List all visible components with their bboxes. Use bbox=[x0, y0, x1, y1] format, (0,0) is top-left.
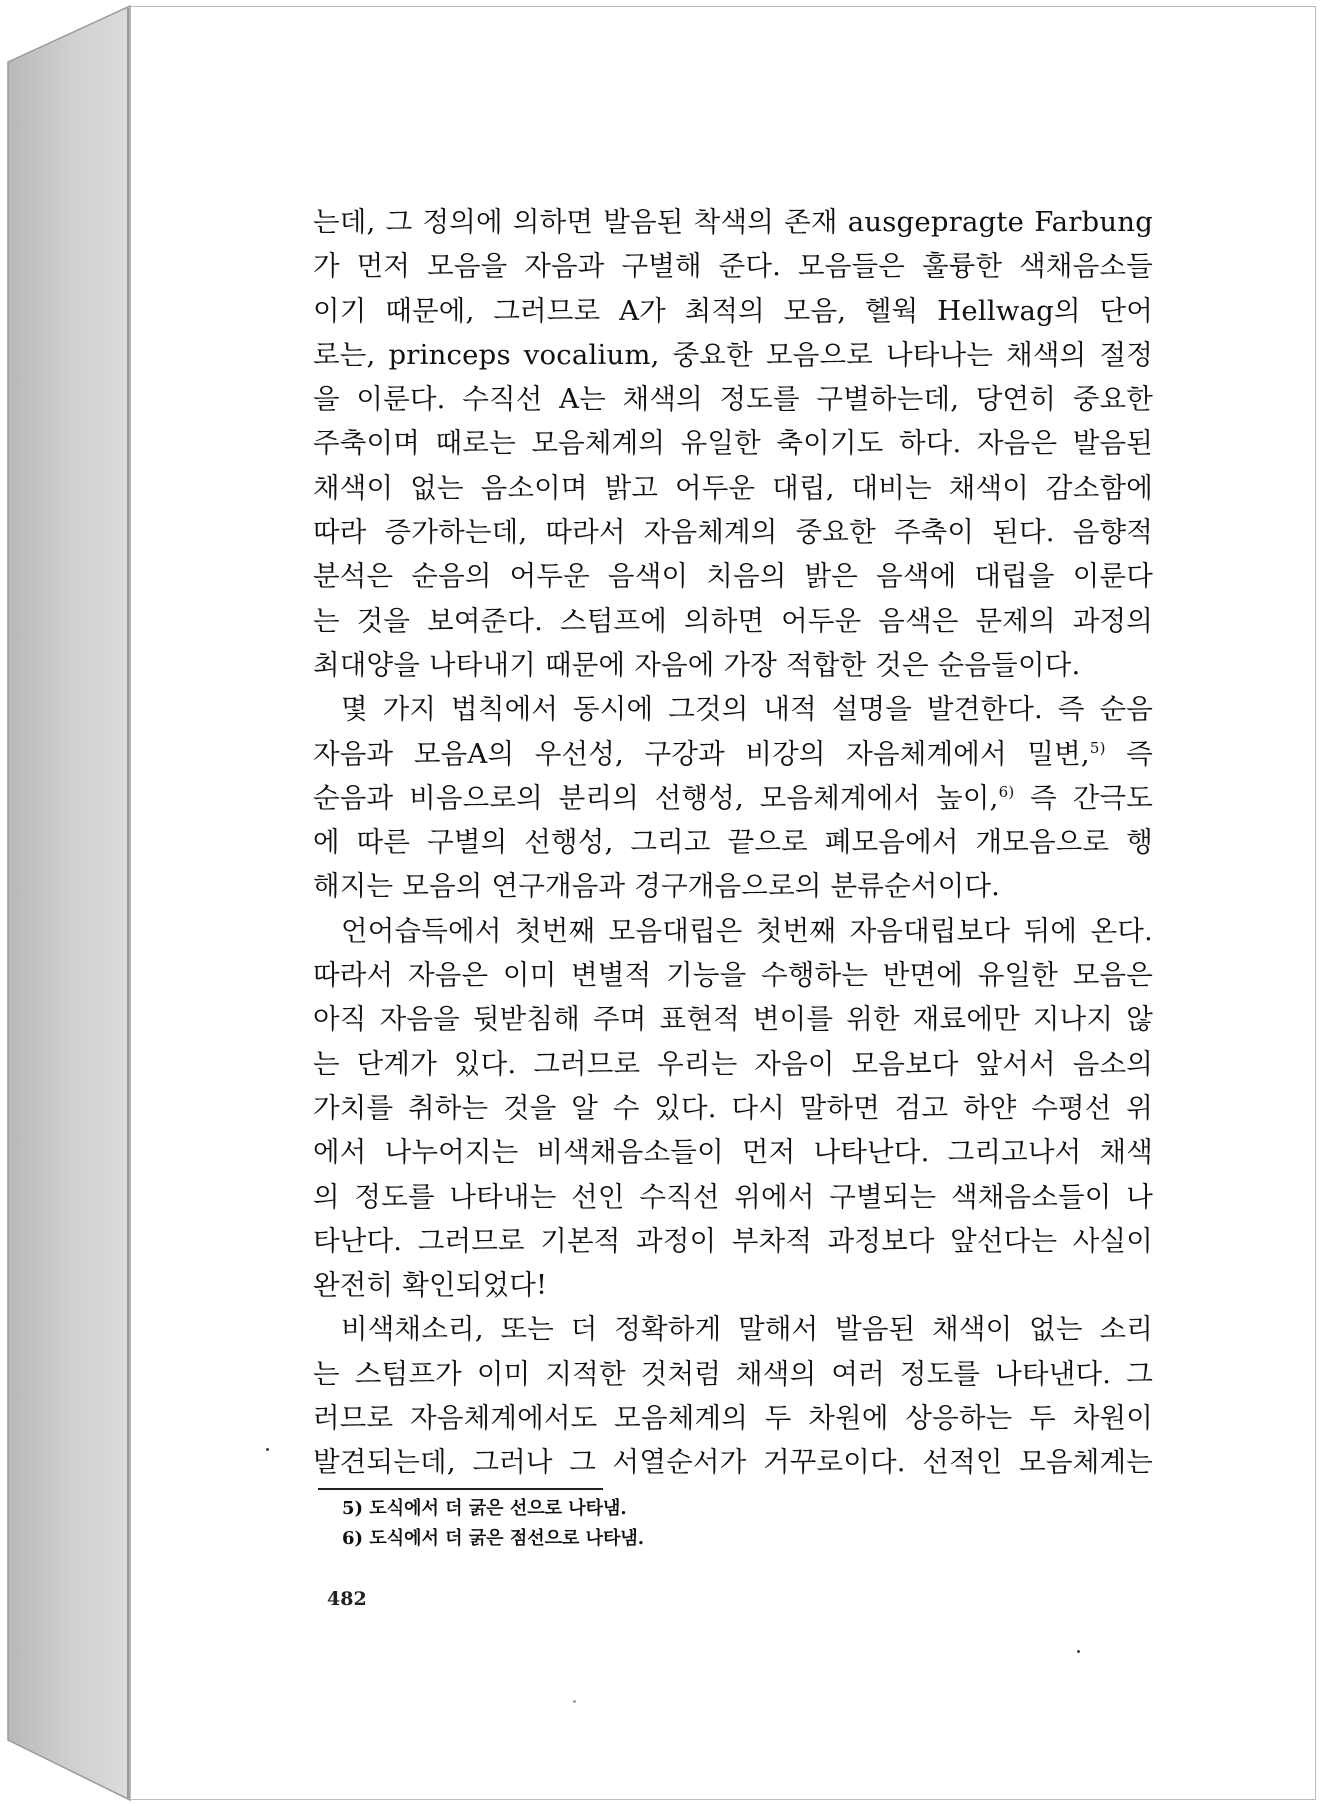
text-line: 아직 자음을 뒷받침해 주며 표현적 변이를 위한 재료에만 지나지 않 bbox=[313, 1003, 1153, 1036]
text-line: 타난다. 그러므로 기본적 과정이 부차적 과정보다 앞선다는 사실이 bbox=[313, 1224, 1153, 1257]
text-line: 는데, 그 정의에 의하면 발음된 착색의 존재 ausgepragte Farbung bbox=[313, 206, 1153, 238]
page-number: 482 bbox=[327, 1588, 367, 1610]
text-line: 로는, princeps vocalium, 중요한 모음으로 나타나는 채색의 절정 bbox=[313, 338, 1153, 371]
footnote-5: 5) 도식에서 더 굵은 선으로 나타냄. bbox=[342, 1498, 627, 1519]
text-line: 에 따른 구별의 선행성, 그리고 끝으로 폐모음에서 개모음으로 행 bbox=[313, 826, 1153, 859]
text-line: 해지는 모음의 연구개음과 경구개음으로의 분류순서이다. bbox=[313, 870, 1001, 903]
text-line: 러므로 자음체계에서도 모음체계의 두 차원에 상응하는 두 차원이 bbox=[313, 1402, 1153, 1435]
text-line: 완전히 확인되었다! bbox=[313, 1269, 548, 1302]
footnote-6: 6) 도식에서 더 굵은 점선으로 나타냄. bbox=[342, 1528, 645, 1549]
text-line-with-footnote bbox=[313, 776, 1153, 820]
footnotes bbox=[342, 1494, 644, 1554]
text-line: 채색이 없는 음소이며 밝고 어두운 대립, 대비는 채색이 감소함에 bbox=[313, 471, 1153, 504]
text-line: 따라서 자음은 이미 변별적 기능을 수행하는 반면에 유일한 모음은 bbox=[313, 959, 1153, 992]
body-text bbox=[313, 200, 1153, 1485]
scan-speck bbox=[266, 1448, 269, 1451]
text-line: 최대양을 나타내기 때문에 자음에 가장 적합한 것은 순음들이다. bbox=[313, 648, 1081, 681]
footnote-ref-6: 6) bbox=[998, 782, 1015, 801]
footnote-ref-5: 5) bbox=[1089, 738, 1106, 757]
text-line: 따라 증가하는데, 따라서 자음체계의 중요한 주축이 된다. 음향적 bbox=[313, 516, 1153, 549]
text-segment: 즉 bbox=[1105, 737, 1153, 770]
text-line: 언어습득에서 첫번째 모음대립은 첫번째 자음대립보다 뒤에 온다. bbox=[341, 914, 1153, 947]
text-segment: 자음과 모음A의 우선성, 구강과 비강의 자음체계에서 밀변, bbox=[313, 737, 1090, 770]
text-line: 의 정도를 나타내는 선인 수직선 위에서 구별되는 색채음소들이 나 bbox=[313, 1180, 1153, 1213]
text-line: 가치를 취하는 것을 알 수 있다. 다시 말하면 검고 하얀 수평선 위 bbox=[313, 1091, 1153, 1124]
text-line: 는 것을 보여준다. 스텀프에 의하면 어두운 음색은 문제의 과정의 bbox=[313, 604, 1153, 637]
text-line: 주축이며 때로는 모음체계의 유일한 축이기도 하다. 자음은 발음된 bbox=[313, 427, 1153, 460]
text-line: 가 먼저 모음을 자음과 구별해 준다. 모음들은 훌륭한 색채음소들 bbox=[313, 250, 1153, 283]
text-line: 는 단계가 있다. 그러므로 우리는 자음이 모음보다 앞서서 음소의 bbox=[313, 1047, 1153, 1080]
footnote-divider bbox=[318, 1488, 603, 1490]
text-line: 에서 나누어지는 비색채음소들이 먼저 나타난다. 그리고나서 채색 bbox=[313, 1136, 1153, 1169]
text-line: 분석은 순음의 어두운 음색이 치음의 밝은 음색에 대립을 이룬다 bbox=[313, 560, 1153, 593]
scan-speck bbox=[1077, 1650, 1080, 1653]
text-segment: 순음과 비음으로의 분리의 선행성, 모음체계에서 높이, bbox=[313, 781, 999, 814]
text-segment: 즉 간극도 bbox=[1014, 781, 1153, 814]
text-line: 는 스텀프가 이미 지적한 것처럼 채색의 여러 정도를 나타낸다. 그 bbox=[313, 1357, 1153, 1390]
scan-speck bbox=[573, 1700, 576, 1703]
text-line: 을 이룬다. 수직선 A는 채색의 정도를 구별하는데, 당연히 중요한 bbox=[313, 383, 1153, 416]
text-line: 이기 때문에, 그러므로 A가 최적의 모음, 헬웍 Hellwag의 단어 bbox=[313, 294, 1153, 327]
text-line: 발견되는데, 그러나 그 서열순서가 거꾸로이다. 선적인 모음체계는 bbox=[313, 1446, 1153, 1479]
text-line-with-footnote bbox=[313, 732, 1153, 776]
text-line: 몇 가지 법칙에서 동시에 그것의 내적 설명을 발견한다. 즉 순음 bbox=[341, 693, 1153, 726]
text-line: 비색채소리, 또는 더 정확하게 말해서 발음된 채색이 없는 소리 bbox=[341, 1313, 1153, 1346]
